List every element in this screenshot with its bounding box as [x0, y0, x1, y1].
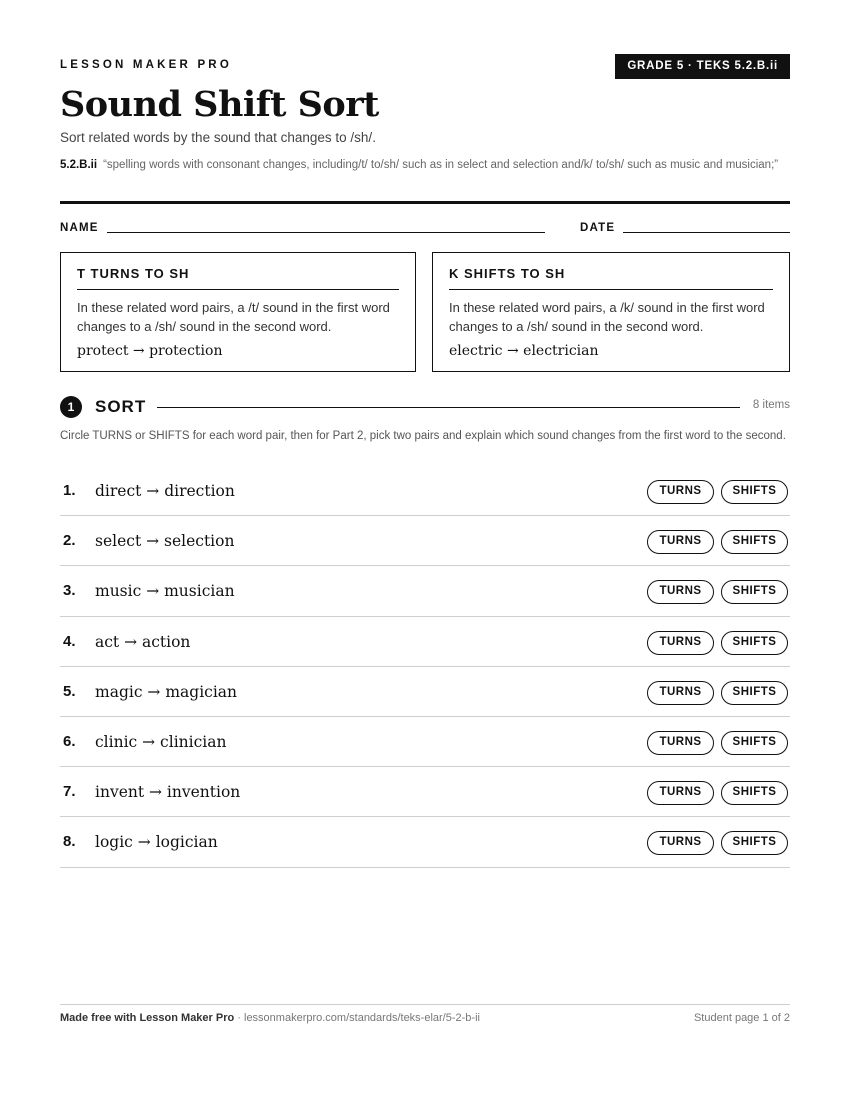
- list-item: [60, 617, 790, 667]
- worksheet-page: [60, 0, 790, 1100]
- turns-option[interactable]: TURNS: [647, 681, 714, 705]
- page-subtitle: Sort related words by the sound that changes to /sh/.: [60, 130, 376, 145]
- shifts-option[interactable]: SHIFTS: [721, 731, 788, 755]
- turns-option[interactable]: TURNS: [647, 781, 714, 805]
- brand-name: LESSON MAKER PRO: [60, 59, 232, 71]
- word-pair: direct → direction: [95, 482, 235, 500]
- date-label: DATE: [580, 222, 616, 234]
- shifts-option[interactable]: SHIFTS: [721, 681, 788, 705]
- section-divider: [157, 407, 740, 408]
- header-divider: [60, 201, 790, 204]
- footer-url: · lessonmakerpro.com/standards/teks-elar/5-2-b-ii: [234, 1012, 480, 1024]
- name-label: NAME: [60, 222, 99, 234]
- list-item: [60, 767, 790, 817]
- item-number: 5.: [63, 682, 76, 700]
- section-instructions: Circle TURNS or SHIFTS for each word pair, then for Part 2, pick two pairs and explain which sound changes from the first word to the second.: [60, 430, 786, 442]
- rule-description: In these related word pairs, a /t/ sound in the first word changes to a /sh/ sound in the second word.: [77, 300, 390, 334]
- word-pair: magic → magician: [95, 682, 238, 701]
- rule-box-t-to-sh: [60, 252, 416, 372]
- item-count: 8 items: [752, 399, 790, 411]
- shifts-option[interactable]: SHIFTS: [721, 781, 788, 805]
- section-number-badge: 1: [60, 396, 82, 418]
- item-number: 8.: [63, 833, 76, 851]
- rule-title: K SHIFTS TO SH: [449, 266, 773, 290]
- item-number: 7.: [63, 783, 76, 801]
- page-indicator: Student page 1 of 2: [693, 1012, 790, 1024]
- list-item: [60, 717, 790, 767]
- list-item: [60, 566, 790, 616]
- rule-title: T TURNS TO SH: [77, 266, 399, 290]
- shifts-option[interactable]: SHIFTS: [721, 631, 788, 655]
- turns-option[interactable]: TURNS: [647, 631, 714, 655]
- item-number: 3.: [63, 582, 76, 600]
- section-title: SORT: [95, 397, 147, 416]
- item-number: 6.: [63, 732, 76, 750]
- list-item: [60, 516, 790, 566]
- turns-option[interactable]: TURNS: [647, 731, 714, 755]
- standard-code: 5.2.B.ii: [60, 159, 98, 171]
- shifts-option[interactable]: SHIFTS: [721, 831, 788, 855]
- standard-text: “spelling words with consonant changes, including/t/ to/sh/ such as in select and selection and/k/ to/sh/ such as music and musician;”: [103, 159, 779, 171]
- list-item: [60, 817, 790, 867]
- word-pair: select → selection: [95, 532, 235, 551]
- footer-made-with: Made free with Lesson Maker Pro: [60, 1012, 235, 1024]
- word-pair: invent → invention: [95, 783, 241, 802]
- turns-option[interactable]: TURNS: [647, 580, 714, 604]
- word-pair: music → musician: [95, 582, 235, 601]
- list-item: [60, 466, 790, 516]
- rule-example: protect → protection: [77, 343, 223, 359]
- sort-items-list: [60, 466, 790, 868]
- list-item: [60, 667, 790, 717]
- standard-note: [60, 156, 790, 174]
- item-number: 1.: [63, 482, 76, 499]
- name-field[interactable]: [107, 232, 545, 233]
- turns-option[interactable]: TURNS: [647, 530, 714, 554]
- turns-option[interactable]: TURNS: [647, 480, 714, 504]
- rule-box-k-to-sh: [432, 252, 790, 372]
- rule-example: electric → electrician: [449, 343, 599, 359]
- footer-divider: [60, 1004, 790, 1005]
- shifts-option[interactable]: SHIFTS: [721, 480, 788, 504]
- word-pair: logic → logician: [95, 833, 218, 852]
- item-number: 4.: [63, 632, 76, 650]
- word-pair: clinic → clinician: [95, 732, 227, 751]
- shifts-option[interactable]: SHIFTS: [721, 530, 788, 554]
- turns-option[interactable]: TURNS: [647, 831, 714, 855]
- grade-badge: GRADE 5 · TEKS 5.2.B.ii: [615, 54, 790, 79]
- footer-credit: [60, 1012, 480, 1024]
- date-field[interactable]: [623, 232, 790, 233]
- page-title: Sound Shift Sort: [60, 84, 379, 125]
- word-pair: act → action: [95, 632, 191, 651]
- item-number: 2.: [63, 532, 76, 550]
- shifts-option[interactable]: SHIFTS: [721, 580, 788, 604]
- rule-description: In these related word pairs, a /k/ sound in the first word changes to a /sh/ sound in the second word.: [449, 300, 765, 334]
